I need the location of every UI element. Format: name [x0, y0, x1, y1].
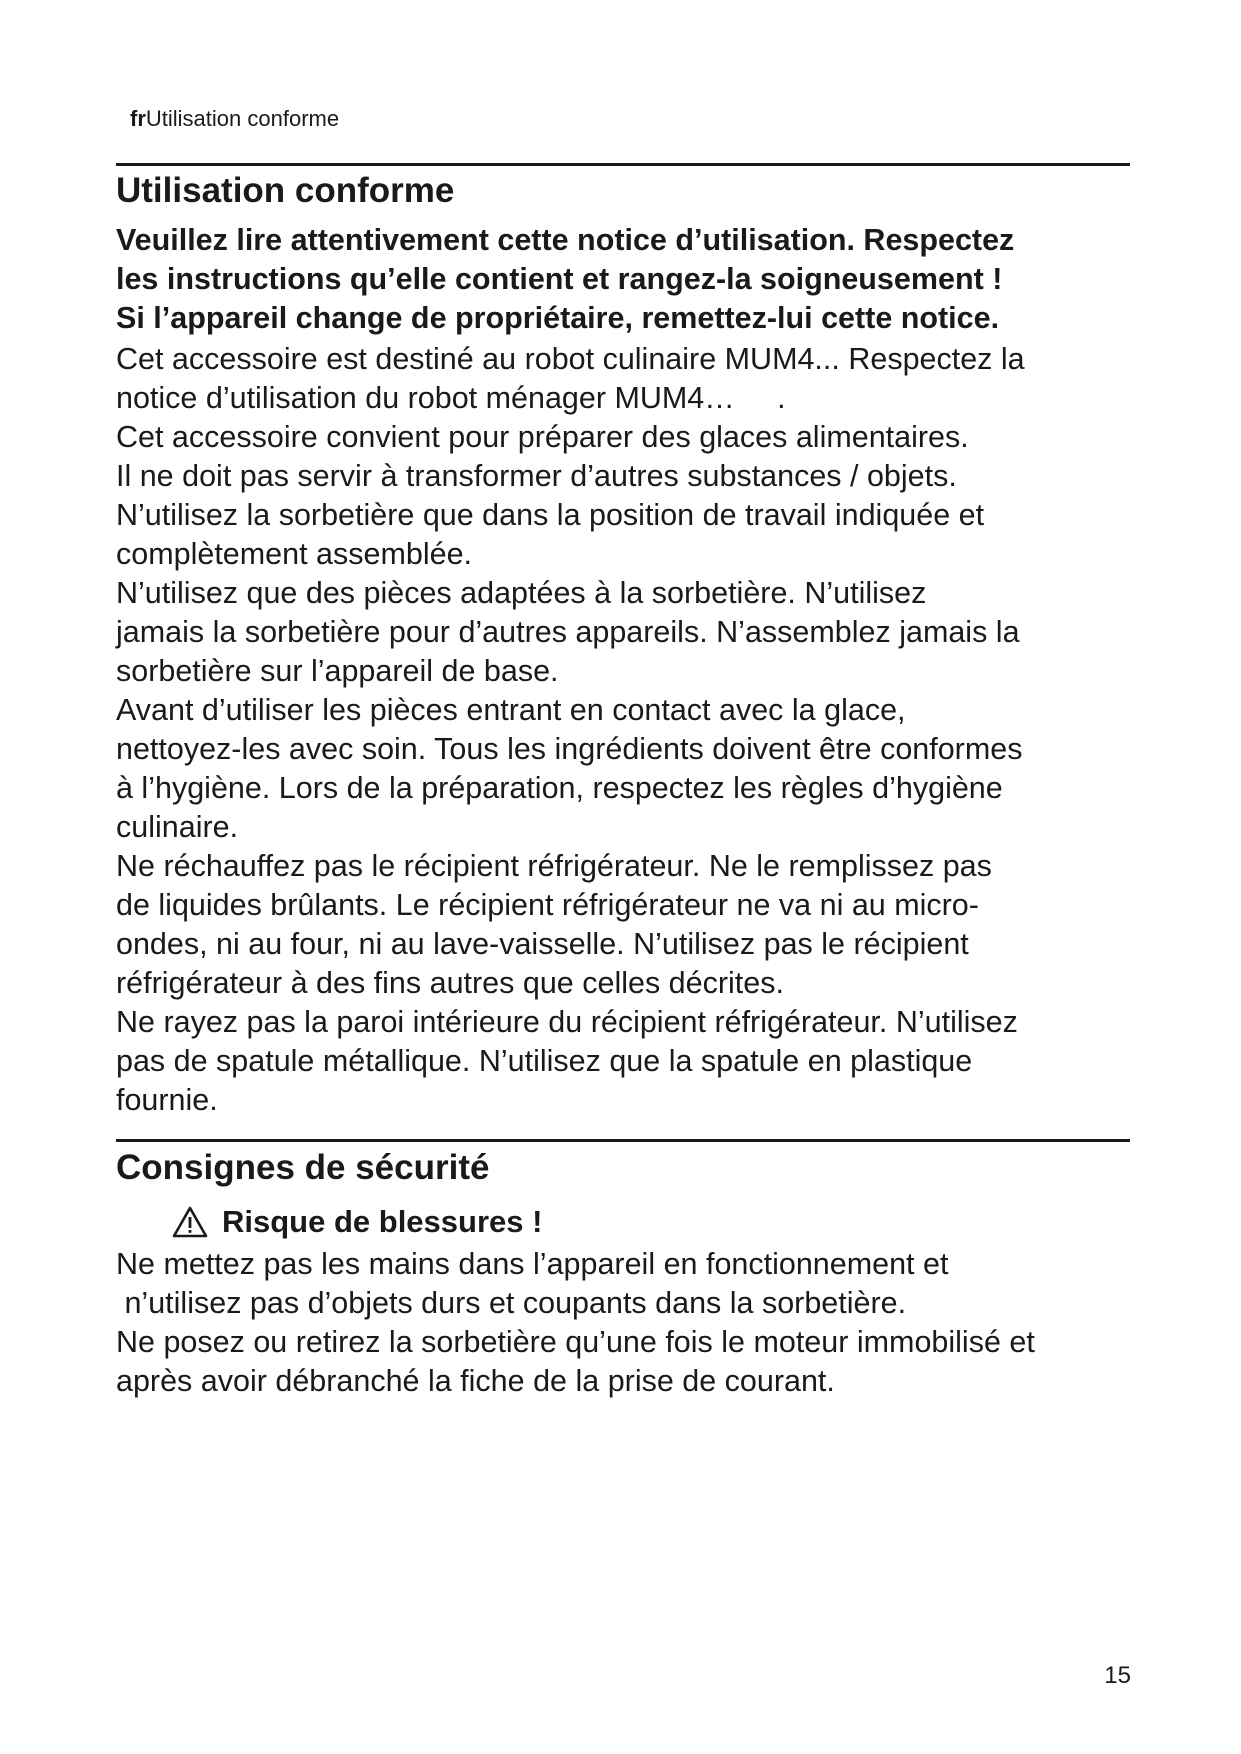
paragraph [116, 418, 1130, 457]
text-line: après avoir débranché la fiche de la prise de courant. [116, 1364, 835, 1398]
paragraph [116, 1003, 1130, 1120]
header-section-title: Utilisation conforme [145, 106, 340, 131]
text-line: fournie. [116, 1083, 218, 1117]
warning-triangle-icon [172, 1206, 208, 1238]
intro-line: Si l’appareil change de propriétaire, remettez-lui cette notice. [116, 301, 1000, 335]
text-line: n’utilisez pas d’objets durs et coupants dans la sorbetière. [116, 1286, 907, 1320]
intro-line: les instructions qu’elle contient et rangez-la soigneusement ! [116, 262, 1003, 296]
text-line: sorbetière sur l’appareil de base. [116, 654, 559, 688]
text-line: jamais la sorbetière pour d’autres appareils. N’assemblez jamais la [116, 615, 1020, 649]
language-code: fr [130, 106, 146, 131]
text-line: Ne rayez pas la paroi intérieure du récipient réfrigérateur. N’utilisez [116, 1005, 1018, 1039]
page-number: 15 [1104, 1662, 1131, 1689]
text-line: de liquides brûlants. Le récipient réfrigérateur ne va ni au micro- [116, 888, 979, 922]
intro-line: Veuillez lire attentivement cette notice d’utilisation. Respectez [116, 223, 1015, 257]
text-line: Il ne doit pas servir à transformer d’autres substances / objets. [116, 459, 957, 493]
text-line: Ne mettez pas les mains dans l’appareil en fonctionnement et [116, 1247, 949, 1281]
text-line: Cet accessoire est destiné au robot culinaire MUM4... Respectez la [116, 342, 1025, 376]
paragraph [116, 457, 1130, 496]
text-line: ondes, ni au four, ni au lave-vaisselle. N’utilisez pas le récipient [116, 927, 969, 961]
text-line: Cet accessoire convient pour préparer des glaces alimentaires. [116, 420, 969, 454]
section-title-securite: Consignes de sécurité [116, 1148, 490, 1187]
text-line: N’utilisez la sorbetière que dans la position de travail indiquée et [116, 498, 985, 532]
text-line: notice d’utilisation du robot ménager MUM4… . [116, 381, 786, 415]
section1-body [116, 340, 1130, 1120]
text-line: complètement assemblée. [116, 537, 473, 571]
paragraph [116, 1245, 1146, 1323]
text-line: à l’hygiène. Lors de la préparation, respectez les règles d’hygiène [116, 771, 1003, 805]
section-divider [116, 1139, 1130, 1142]
intro-warning-text [116, 221, 1130, 338]
paragraph [116, 1323, 1146, 1401]
section-title-utilisation: Utilisation conforme [116, 171, 455, 210]
paragraph [116, 340, 1130, 418]
text-line: culinaire. [116, 810, 239, 844]
text-line: réfrigérateur à des fins autres que celles décrites. [116, 966, 784, 1000]
section2-body [116, 1245, 1146, 1401]
injury-warning [172, 1202, 542, 1242]
text-line: Ne posez ou retirez la sorbetière qu’une fois le moteur immobilisé et [116, 1325, 1035, 1359]
text-line: N’utilisez que des pièces adaptées à la sorbetière. N’utilisez [116, 576, 927, 610]
running-header [130, 106, 339, 132]
text-line: nettoyez-les avec soin. Tous les ingrédients doivent être conformes [116, 732, 1023, 766]
text-line: pas de spatule métallique. N’utilisez que la spatule en plastique [116, 1044, 973, 1078]
paragraph [116, 574, 1130, 691]
warning-title: Risque de blessures ! [222, 1204, 543, 1239]
text-line: Avant d’utiliser les pièces entrant en contact avec la glace, [116, 693, 906, 727]
paragraph [116, 691, 1130, 847]
paragraph [116, 496, 1130, 574]
section-divider [116, 163, 1130, 166]
paragraph [116, 847, 1130, 1003]
text-line: Ne réchauffez pas le récipient réfrigérateur. Ne le remplissez pas [116, 849, 992, 883]
